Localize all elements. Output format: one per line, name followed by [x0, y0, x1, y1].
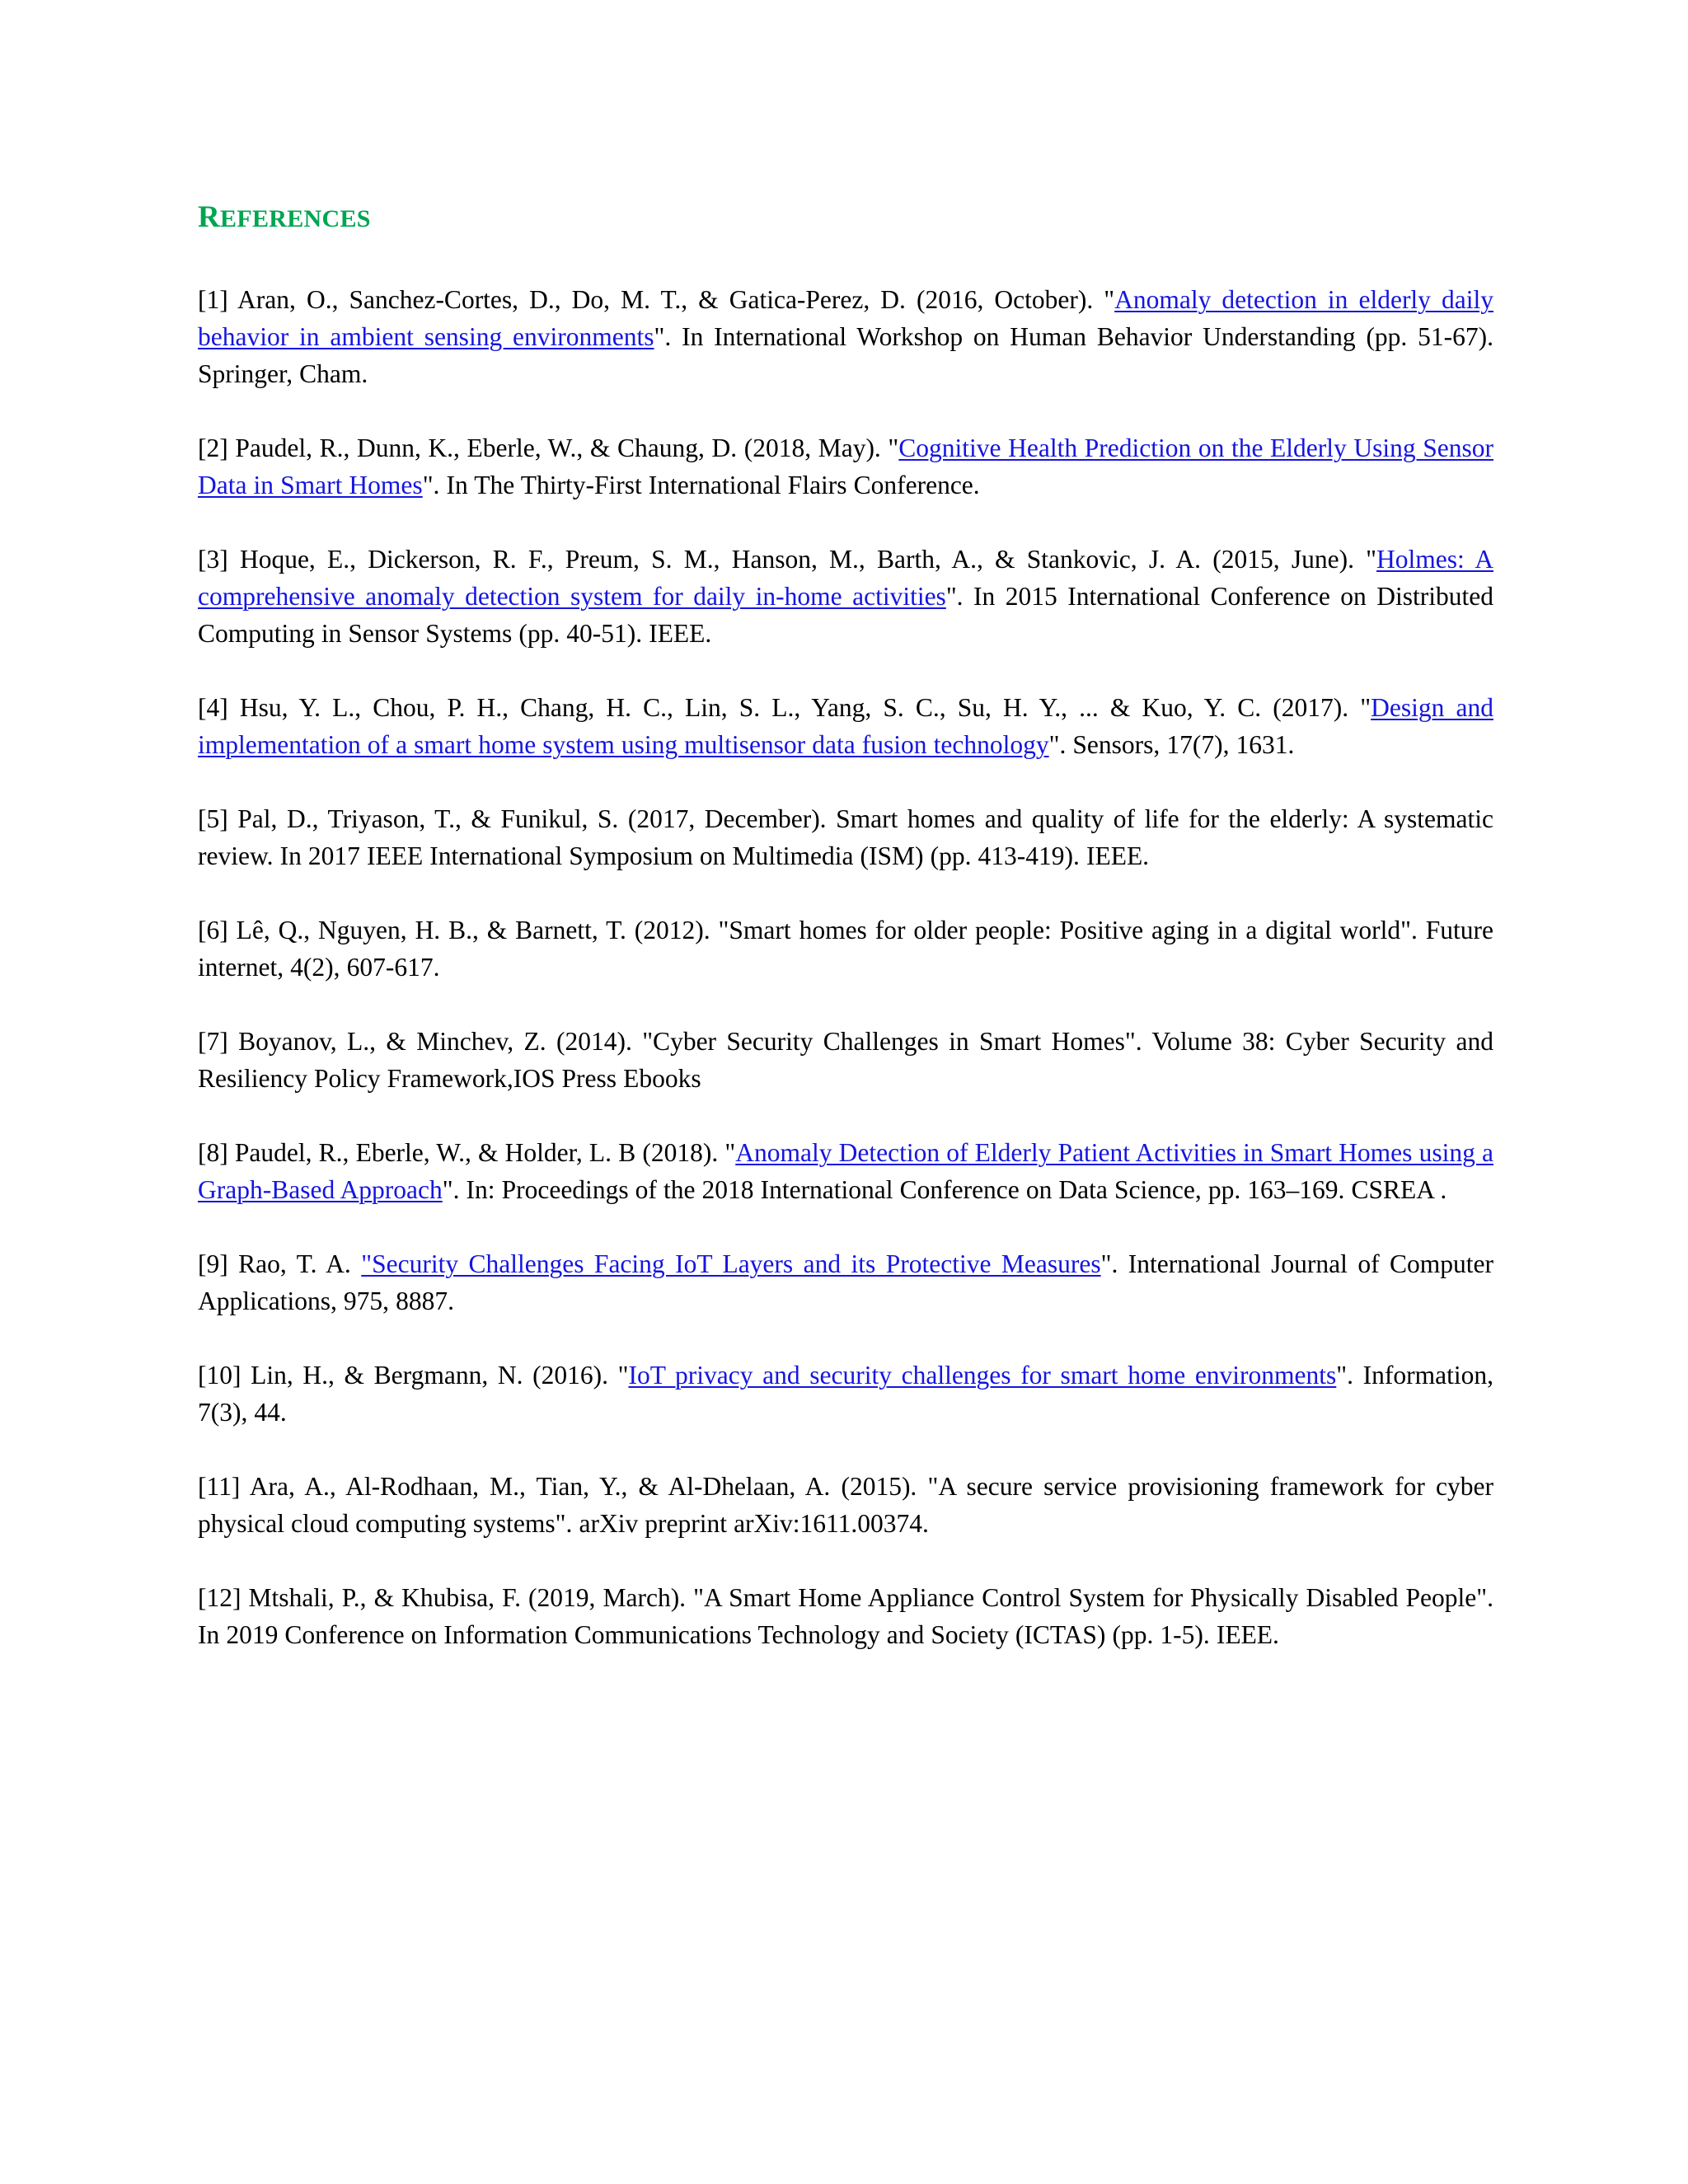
reference-entry	[198, 912, 1493, 986]
reference-text: ". In: Proceedings of the 2018 International Conference on Data Science, pp. 163–169. CSREA .	[442, 1174, 1447, 1204]
reference-text: ". In International Workshop on Human Behavior Understanding (pp. 51-67). Springer, Cham.	[198, 321, 1493, 388]
reference-entry	[198, 541, 1493, 652]
reference-text: [4] Hsu, Y. L., Chou, P. H., Chang, H. C., Lin, S. L., Yang, S. C., Su, H. Y., ... & Kuo, Y. C. (2017). "	[198, 692, 1372, 722]
references-section	[198, 201, 1493, 1653]
reference-entry	[198, 1357, 1493, 1431]
reference-entry	[198, 1134, 1493, 1208]
reference-text: [8] Paudel, R., Eberle, W., & Holder, L. B (2018). "	[198, 1137, 736, 1167]
reference-entry	[198, 800, 1493, 874]
reference-link[interactable]: Holmes: A comprehensive anomaly detection system for daily in-home activities	[198, 544, 1493, 611]
reference-text: ". Information, 7(3), 44.	[198, 1360, 1494, 1427]
reference-text: [11] Ara, A., Al-Rodhaan, M., Tian, Y., & Al-Dhelaan, A. (2015). "A secure service provisioning framework for cyber physical cloud computing systems". arXiv preprint arXiv:1611.00374.	[198, 1471, 1493, 1538]
reference-text: [1] Aran, O., Sanchez-Cortes, D., Do, M. T., & Gatica-Perez, D. (2016, October). "	[198, 284, 1115, 314]
reference-link[interactable]: Design and implementation of a smart home system using multisensor data fusion technology	[198, 692, 1493, 759]
heading-first-letter: R	[198, 200, 221, 234]
reference-entry	[198, 1468, 1493, 1542]
reference-text: [10] Lin, H., & Bergmann, N. (2016). "	[198, 1360, 629, 1390]
reference-link[interactable]: "Security Challenges Facing IoT Layers and its Protective Measures	[361, 1249, 1101, 1278]
reference-link[interactable]: Anomaly detection in elderly daily behavior in ambient sensing environments	[198, 284, 1493, 351]
reference-text: [5] Pal, D., Triyason, T., & Funikul, S. (2017, December). Smart homes and quality of life for the elderly: A systematic review. In 2017 IEEE International Symposium on Multimedia (ISM) (pp. 413-419). IEEE.	[198, 804, 1493, 870]
reference-entry	[198, 1579, 1493, 1653]
heading-rest: EFERENCES	[220, 205, 371, 232]
page-title	[198, 201, 1493, 235]
reference-text: [9] Rao, T. A.	[198, 1249, 362, 1278]
reference-link[interactable]: Anomaly Detection of Elderly Patient Activities in Smart Homes using a Graph-Based Approach	[198, 1137, 1493, 1204]
reference-text: [3] Hoque, E., Dickerson, R. F., Preum, S. M., Hanson, M., Barth, A., & Stankovic, J. A. (2015, June). "	[198, 544, 1377, 574]
reference-entry	[198, 1245, 1493, 1319]
reference-entry	[198, 281, 1493, 392]
reference-text: [6] Lê, Q., Nguyen, H. B., & Barnett, T. (2012). "Smart homes for older people: Positive aging in a digital world". Future internet, 4(2), 607-617.	[198, 915, 1493, 982]
reference-entry	[198, 1023, 1493, 1097]
reference-link[interactable]: Cognitive Health Prediction on the Elderly Using Sensor Data in Smart Homes	[198, 433, 1494, 499]
reference-text: ". In 2015 International Conference on Distributed Computing in Sensor Systems (pp. 40-51). IEEE.	[198, 581, 1493, 648]
reference-entry	[198, 429, 1493, 504]
reference-text: ". In The Thirty-First International Flairs Conference.	[422, 470, 980, 499]
reference-text: [12] Mtshali, P., & Khubisa, F. (2019, March). "A Smart Home Appliance Control System for Physically Disabled People". In 2019 Conference on Information Communications Technology and Society (ICTAS) (pp. 1-5). IEEE.	[198, 1582, 1493, 1649]
reference-text: [2] Paudel, R., Dunn, K., Eberle, W., & Chaung, D. (2018, May). "	[198, 433, 899, 462]
reference-entry	[198, 689, 1493, 763]
reference-link[interactable]: IoT privacy and security challenges for smart home environments	[628, 1360, 1337, 1390]
reference-text: ". International Journal of Computer Applications, 975, 8887.	[198, 1249, 1494, 1315]
reference-text: [7] Boyanov, L., & Minchev, Z. (2014). "Cyber Security Challenges in Smart Homes". Volume 38: Cyber Security and Resiliency Policy Framework,IOS Press Ebooks	[198, 1026, 1493, 1093]
reference-text: ". Sensors, 17(7), 1631.	[1048, 729, 1295, 759]
reference-list	[198, 281, 1493, 1653]
